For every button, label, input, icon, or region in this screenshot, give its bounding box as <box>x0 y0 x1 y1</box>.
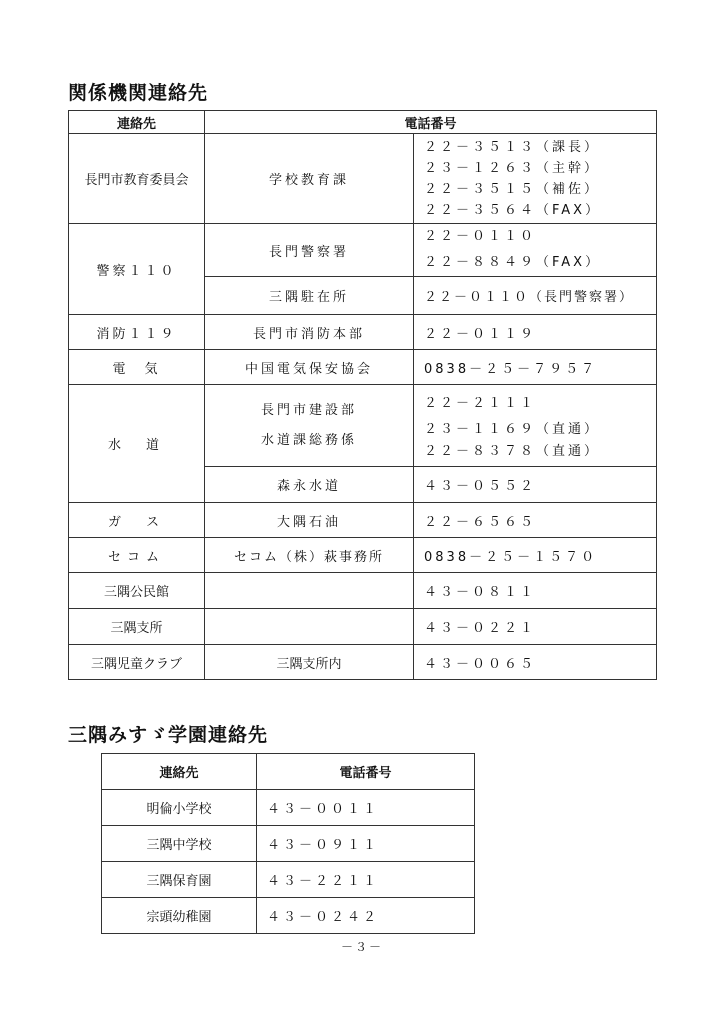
table-header-row <box>69 111 657 134</box>
dept-education: 学校教育課 <box>205 134 414 224</box>
phone-shisho: ４３－０２２１ <box>414 609 657 645</box>
section1-title: 関係機関連絡先 <box>68 82 209 104</box>
school-phone: ４３－２２１１ <box>257 862 475 898</box>
phone-line: ２３－１２６３（主幹） <box>424 160 601 176</box>
phone-fire: ２２－０１１９ <box>414 315 657 350</box>
school-name: 三隅中学校 <box>102 826 257 862</box>
dept-water-city <box>205 385 414 467</box>
dept-electric: 中国電気保安協会 <box>205 350 414 385</box>
org-club: 三隅児童クラブ <box>69 645 205 680</box>
table-row <box>69 573 657 609</box>
table-row <box>102 790 475 826</box>
dept-police-hq: 長門警察署 <box>205 224 414 277</box>
agency-contacts-table <box>68 110 657 680</box>
phone-police-station: ２２－０１１０（長門警察署） <box>414 277 657 315</box>
dept-kominkan <box>205 573 414 609</box>
dept-gas: 大隅石油 <box>205 503 414 538</box>
phone-line: ２２－０１１０ <box>424 229 537 244</box>
table-row <box>102 862 475 898</box>
school-name: 宗頭幼稚園 <box>102 898 257 934</box>
dept-line: 長門市建設部 <box>260 402 357 418</box>
header-phone: 電話番号 <box>257 754 475 790</box>
phones-education <box>414 134 657 224</box>
phone-club: ４３－００６５ <box>414 645 657 680</box>
dept-shisho <box>205 609 414 645</box>
dept-fire: 長門市消防本部 <box>205 315 414 350</box>
phone-secom: 0838－２５－１５７０ <box>414 538 657 573</box>
table-row <box>69 645 657 680</box>
org-electric: 電 気 <box>69 350 205 385</box>
dept-police-station: 三隅駐在所 <box>205 277 414 315</box>
phone-kominkan: ４３－０８１１ <box>414 573 657 609</box>
org-fire: 消防１１９ <box>69 315 205 350</box>
school-phone: ４３－０２４２ <box>257 898 475 934</box>
phone-line: ２２－８３７８（直通） <box>424 443 601 459</box>
phones-water-city <box>414 385 657 467</box>
table-row <box>69 134 657 224</box>
table-row <box>69 315 657 350</box>
org-secom: セコム <box>69 538 205 573</box>
school-name: 明倫小学校 <box>102 790 257 826</box>
phone-line: ２２－３５６４（FAX） <box>424 202 602 218</box>
table-row <box>69 503 657 538</box>
phone-water-morinaga: ４３－０５５２ <box>414 467 657 503</box>
org-shisho: 三隅支所 <box>69 609 205 645</box>
school-contacts-table <box>101 753 475 934</box>
table-row <box>102 898 475 934</box>
dept-club: 三隅支所内 <box>205 645 414 680</box>
org-education: 長門市教育委員会 <box>69 134 205 224</box>
phone-line: ２３－１１６９（直通） <box>424 421 601 437</box>
dept-secom: セコム（株）萩事務所 <box>205 538 414 573</box>
dept-line: 水道課総務係 <box>260 432 357 448</box>
phone-line: ２２－８８４９（FAX） <box>424 255 602 270</box>
table-row <box>69 385 657 467</box>
phone-line: ２２－３５１３（課長） <box>424 139 601 155</box>
school-name: 三隅保育園 <box>102 862 257 898</box>
org-water: 水 道 <box>69 385 205 503</box>
header-phone: 電話番号 <box>205 111 657 134</box>
header-contact: 連絡先 <box>69 111 205 134</box>
school-phone: ４３－００１１ <box>257 790 475 826</box>
page-number: －３－ <box>340 940 383 954</box>
phone-gas: ２２－６５６５ <box>414 503 657 538</box>
header-contact: 連絡先 <box>102 754 257 790</box>
school-phone: ４３－０９１１ <box>257 826 475 862</box>
table-row <box>69 609 657 645</box>
table-row <box>69 224 657 277</box>
table-header-row <box>102 754 475 790</box>
dept-water-morinaga: 森永水道 <box>205 467 414 503</box>
org-kominkan: 三隅公民館 <box>69 573 205 609</box>
phone-electric: 0838－２５－７９５７ <box>414 350 657 385</box>
section2-title: 三隅みすゞ学園連絡先 <box>68 724 269 746</box>
phones-police-hq <box>414 224 657 277</box>
table-row <box>69 350 657 385</box>
table-row <box>102 826 475 862</box>
org-gas: ガ ス <box>69 503 205 538</box>
phone-line: ２２－２１１１ <box>424 395 537 411</box>
table-row <box>69 538 657 573</box>
phone-line: ２２－３５１５（補佐） <box>424 181 601 197</box>
org-police: 警察１１０ <box>69 224 205 315</box>
